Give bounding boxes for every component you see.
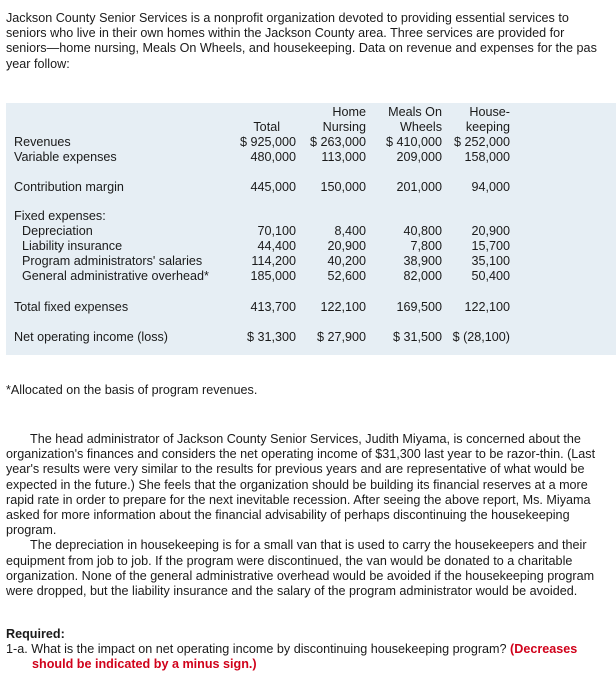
cell-variable-total: 480,000: [250, 150, 296, 164]
story-line: organization's finances and considers the net operating income of $31,300 last year to be razor-thin. (Last: [6, 447, 596, 462]
cell-revenues-total: $ 925,000: [239, 135, 296, 149]
cell-depreciation-house: 20,900: [471, 224, 510, 238]
header-housekeeping-1: House-: [469, 105, 510, 119]
cell-depreciation-total: 70,100: [257, 224, 296, 238]
question-1a-hint-cont: should be indicated by a minus sign.): [32, 657, 257, 672]
row-label-total-fixed: Total fixed expenses: [14, 300, 129, 314]
row-label-revenues: Revenues: [14, 135, 71, 149]
story-text: [6, 432, 616, 599]
story-line: equipment from job to job. If the program were discontinued, the van would be donated to a charitable: [6, 553, 573, 568]
row-label-salaries: Program administrators' salaries: [22, 254, 203, 268]
header-home-nursing-2: Nursing: [322, 120, 366, 134]
cell-contribution-home: 150,000: [320, 180, 366, 194]
cell-revenues-house: $ 252,000: [453, 135, 510, 149]
cell-noi-house: $ (28,100): [452, 330, 510, 344]
cell-contribution-house: 94,000: [471, 180, 510, 194]
financial-table: [6, 103, 616, 355]
cell-contribution-total: 445,000: [250, 180, 296, 194]
cell-noi-home: $ 27,900: [316, 330, 366, 344]
cell-contribution-meals: 201,000: [396, 180, 442, 194]
story-line: The head administrator of Jackson County Senior Services, Judith Miyama, is concerned about the: [30, 432, 581, 446]
row-label-variable: Variable expenses: [14, 150, 117, 164]
intro-paragraph: [6, 11, 616, 72]
story-line: year's results were very similar to the results for previous years and are representative of what would be: [6, 462, 585, 477]
cell-total-fixed-house: 122,100: [464, 300, 510, 314]
cell-total-fixed-meals: 169,500: [396, 300, 442, 314]
cell-salaries-house: 35,100: [471, 254, 510, 268]
cell-liability-total: 44,400: [257, 239, 296, 253]
cell-salaries-home: 40,200: [327, 254, 366, 268]
cell-variable-home: 113,000: [321, 150, 366, 164]
required-section: [6, 627, 577, 673]
required-heading: Required:: [6, 627, 65, 641]
row-label-overhead: General administrative overhead*: [22, 269, 209, 283]
row-label-noi: Net operating income (loss): [14, 330, 168, 344]
cell-salaries-total: 114,200: [251, 254, 296, 268]
cell-variable-meals: 209,000: [396, 150, 442, 164]
story-line: asked for more information about the financial advisability of perhaps discontinuing the housekeeping: [6, 508, 570, 523]
footnote: *Allocated on the basis of program revenues.: [6, 383, 258, 397]
cell-depreciation-meals: 40,800: [403, 224, 442, 238]
intro-line: Jackson County Senior Services is a nonprofit organization devoted to providing essential services to: [6, 11, 569, 25]
story-line: expected in the future.) She feels that the organization should be building its financial reserves at a more: [6, 477, 588, 492]
cell-overhead-total: 185,000: [250, 269, 296, 283]
cell-liability-meals: 7,800: [410, 239, 442, 253]
cell-depreciation-home: 8,400: [334, 224, 366, 238]
story-line: rapid rate in order to prepare for the next inevitable recession. After seeing the above report, Ms. Miyama: [6, 492, 591, 507]
cell-variable-house: 158,000: [464, 150, 510, 164]
cell-revenues-home: $ 263,000: [309, 135, 366, 149]
header-meals-1: Meals On: [388, 105, 442, 119]
row-label-depreciation: Depreciation: [22, 224, 93, 238]
row-label-contribution: Contribution margin: [14, 180, 124, 194]
question-1a: [6, 642, 577, 657]
cell-total-fixed-total: 413,700: [250, 300, 296, 314]
story-line: organization. None of the general administrative overhead would be avoided if the housekeeping program: [6, 568, 595, 583]
row-label-liability: Liability insurance: [22, 239, 123, 253]
cell-salaries-meals: 38,900: [403, 254, 442, 268]
cell-revenues-meals: $ 410,000: [385, 135, 442, 149]
question-1a-hint: (Decreases: [510, 642, 578, 657]
intro-line: seniors who live in their own homes within the Jackson County area. Three services are provided for: [6, 26, 565, 41]
question-1a-text: 1-a. What is the impact on net operating income by discontinuing housekeeping program?: [6, 642, 507, 657]
cell-total-fixed-home: 122,100: [320, 300, 366, 314]
story-line: were dropped, but the liability insurance and the salary of the program administrator would be avoided.: [6, 584, 578, 599]
story-line: The depreciation in housekeeping is for a small van that is used to carry the housekeepers and their: [30, 538, 587, 553]
cell-overhead-home: 52,600: [327, 269, 366, 283]
header-home-nursing-1: Home: [332, 105, 366, 119]
cell-liability-home: 20,900: [327, 239, 366, 253]
header-total: Total: [253, 120, 280, 134]
intro-line: year follow:: [6, 56, 70, 71]
intro-line: seniors—home nursing, Meals On Wheels, and housekeeping. Data on revenue and expenses for the pas: [6, 41, 597, 56]
header-meals-2: Wheels: [400, 120, 442, 134]
cell-noi-meals: $ 31,500: [392, 330, 442, 344]
row-label-fixed-expenses: Fixed expenses:: [14, 209, 106, 223]
cell-noi-total: $ 31,300: [246, 330, 296, 344]
cell-overhead-meals: 82,000: [403, 269, 442, 283]
header-housekeeping-2: keeping: [465, 120, 510, 134]
story-line: program.: [6, 523, 57, 538]
cell-overhead-house: 50,400: [471, 269, 510, 283]
cell-liability-house: 15,700: [471, 239, 510, 253]
